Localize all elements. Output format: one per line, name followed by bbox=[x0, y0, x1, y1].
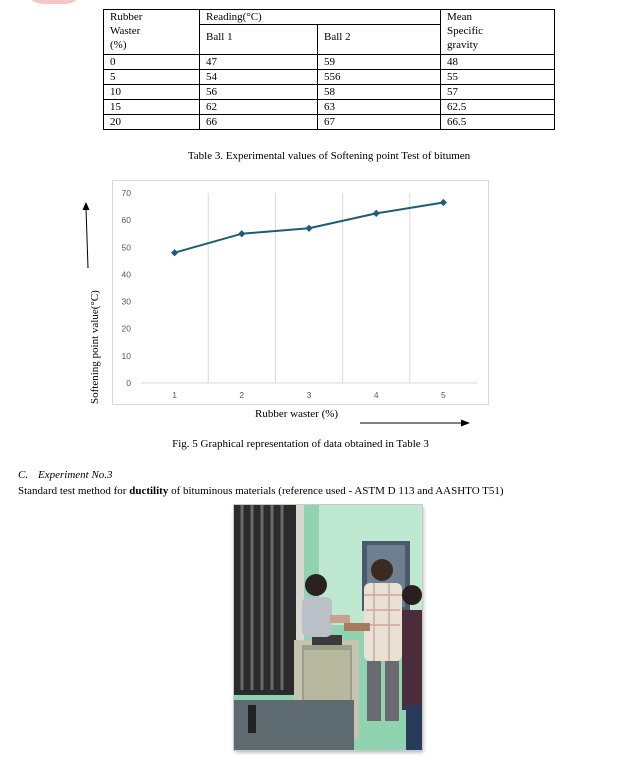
data-point-marker bbox=[440, 199, 447, 206]
data-point-marker bbox=[373, 210, 380, 217]
x-axis-arrow bbox=[360, 416, 472, 430]
header-ball-2: Ball 2 bbox=[318, 25, 441, 55]
cell-rubber: 15 bbox=[104, 100, 200, 115]
table-row bbox=[104, 70, 555, 85]
x-tick-label: 1 bbox=[172, 390, 177, 400]
x-tick-label: 2 bbox=[239, 390, 245, 400]
cell-mean: 55 bbox=[441, 70, 555, 85]
cell-rubber: 0 bbox=[104, 55, 200, 70]
table-header-row bbox=[104, 10, 555, 25]
cell-ball-2: 67 bbox=[318, 115, 441, 130]
paragraph-text-end: of bituminous materials (reference used - ASTM D 113 and AASHTO T51) bbox=[168, 485, 504, 497]
cell-ball-1: 66 bbox=[200, 115, 318, 130]
softening-point-table bbox=[103, 9, 555, 130]
y-tick-label: 10 bbox=[121, 350, 131, 361]
cell-rubber: 5 bbox=[104, 70, 200, 85]
section-paragraph bbox=[18, 485, 504, 497]
cell-mean: 66.5 bbox=[441, 115, 555, 130]
cell-ball-2: 556 bbox=[318, 70, 441, 85]
cell-ball-2: 58 bbox=[318, 85, 441, 100]
header-ball-1: Ball 1 bbox=[200, 25, 318, 55]
cell-ball-1: 56 bbox=[200, 85, 318, 100]
header-rubber-waster: Rubber Waster (%) bbox=[104, 10, 200, 55]
x-tick-label: 4 bbox=[373, 390, 379, 400]
x-tick-label: 3 bbox=[306, 390, 312, 400]
y-axis-title: Softening point value(°C) bbox=[89, 290, 101, 404]
y-tick-label: 70 bbox=[121, 188, 131, 198]
logo-fragment bbox=[22, 0, 86, 4]
table-row bbox=[104, 100, 555, 115]
section-heading bbox=[18, 469, 113, 481]
table-row bbox=[104, 55, 555, 70]
y-tick-label: 30 bbox=[121, 296, 131, 307]
x-axis-title: Rubber waster (%) bbox=[255, 408, 339, 420]
data-point-marker bbox=[305, 225, 312, 232]
y-tick-label: 50 bbox=[121, 242, 131, 253]
header-reading: Reading(°C) bbox=[200, 10, 441, 25]
lab-photo bbox=[234, 505, 422, 750]
cell-ball-2: 59 bbox=[318, 55, 441, 70]
y-axis-arrow bbox=[80, 200, 96, 270]
cell-ball-1: 54 bbox=[200, 70, 318, 85]
data-point-marker bbox=[238, 230, 245, 237]
section-title: Experiment No.3 bbox=[38, 469, 113, 481]
paragraph-bold-term: ductility bbox=[129, 485, 169, 497]
y-tick-label: 0 bbox=[126, 378, 131, 388]
section-label: C. bbox=[18, 469, 29, 481]
cell-mean: 57 bbox=[441, 85, 555, 100]
y-tick-label: 40 bbox=[121, 269, 131, 280]
paragraph-text-start: Standard test method for bbox=[18, 485, 130, 497]
cell-ball-1: 62 bbox=[200, 100, 318, 115]
y-tick-label: 60 bbox=[121, 215, 131, 226]
x-tick-label: 5 bbox=[441, 390, 446, 400]
lab-photo-illustration bbox=[234, 505, 422, 750]
cell-rubber: 10 bbox=[104, 85, 200, 100]
softening-point-chart bbox=[113, 181, 490, 406]
cell-mean: 62.5 bbox=[441, 100, 555, 115]
figure-caption: Fig. 5 Graphical representation of data obtained in Table 3 bbox=[172, 438, 429, 450]
header-mean-specific-gravity: Mean Specific gravity bbox=[441, 10, 555, 55]
y-tick-label: 20 bbox=[121, 323, 131, 334]
cell-rubber: 20 bbox=[104, 115, 200, 130]
table-caption: Table 3. Experimental values of Softening point Test of bitumen bbox=[187, 150, 471, 162]
table-row bbox=[104, 85, 555, 100]
cell-ball-1: 47 bbox=[200, 55, 318, 70]
chart-frame bbox=[112, 180, 489, 405]
cell-ball-2: 63 bbox=[318, 100, 441, 115]
table-row bbox=[104, 115, 555, 130]
cell-mean: 48 bbox=[441, 55, 555, 70]
data-point-marker bbox=[171, 249, 178, 256]
